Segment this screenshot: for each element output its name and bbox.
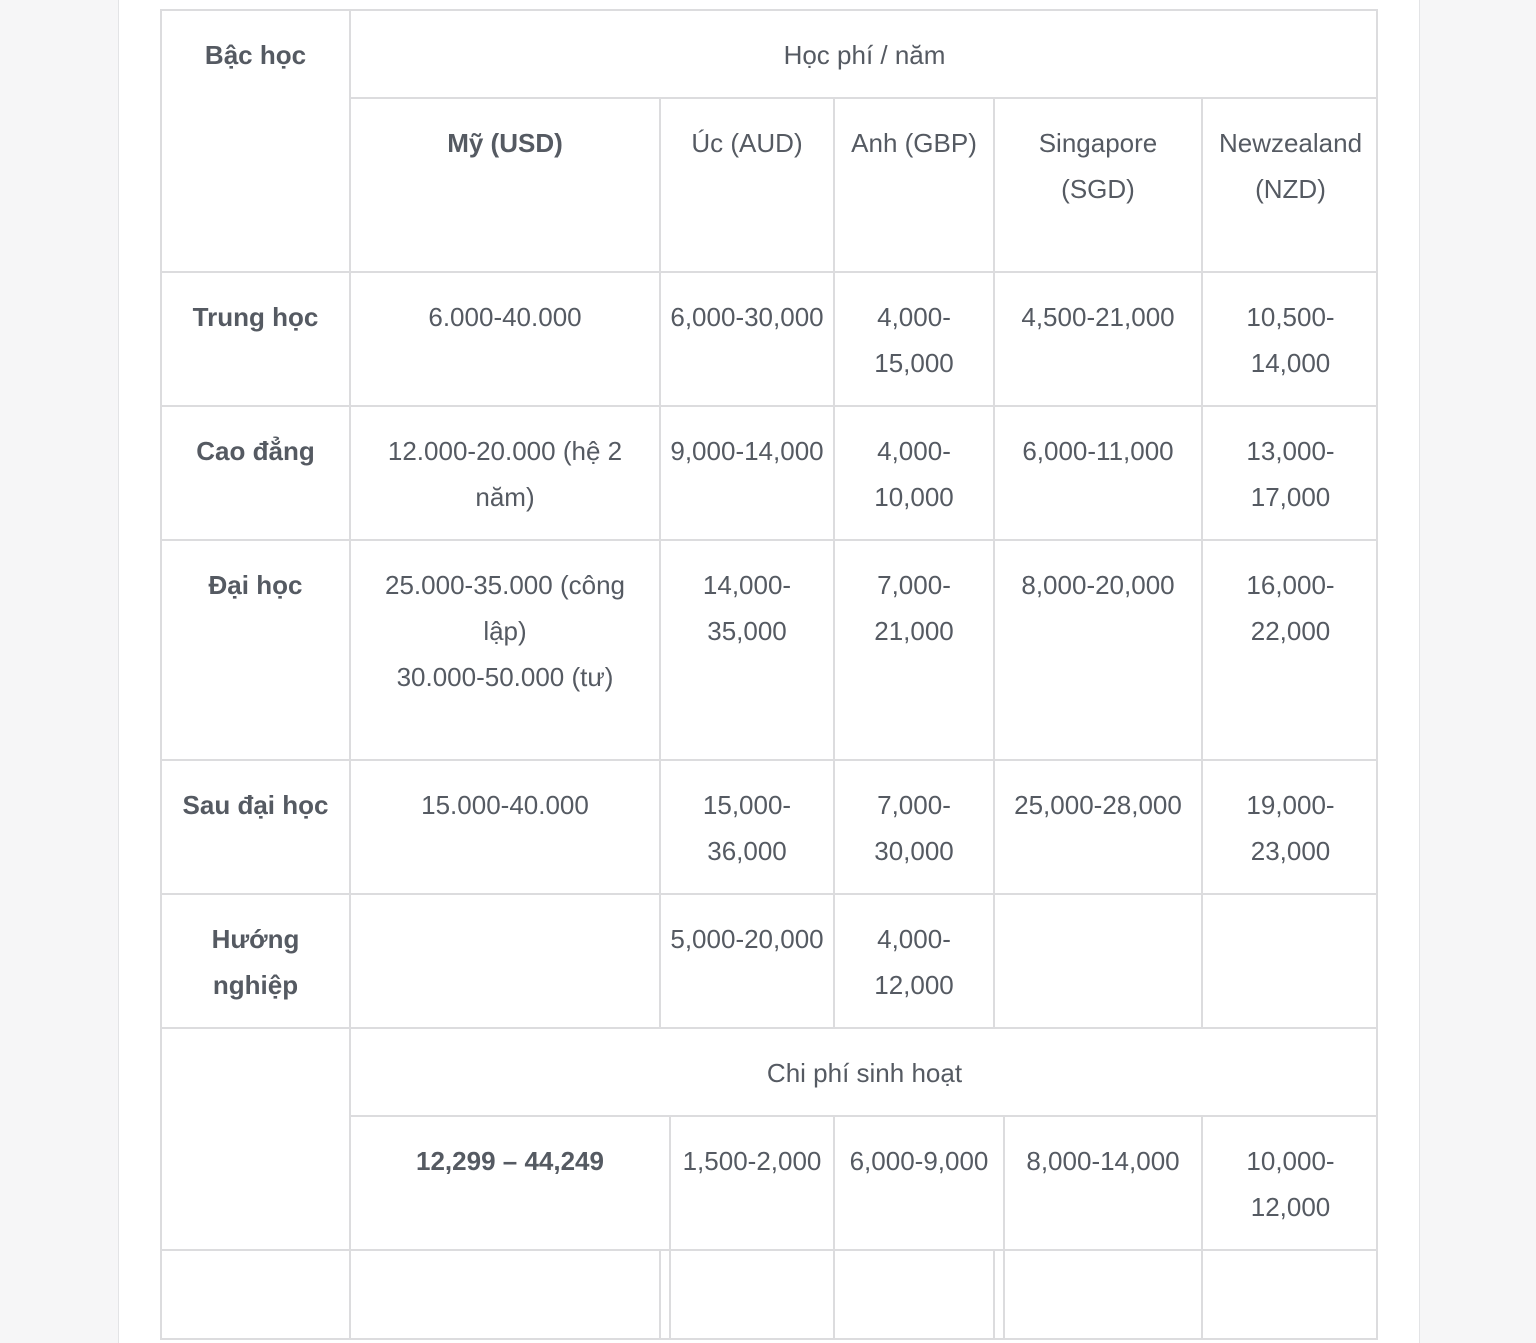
table-cell: 7,000-21,000 xyxy=(874,570,954,646)
grid-line xyxy=(162,893,1378,895)
table-cell: 15,000-36,000 xyxy=(702,790,792,866)
header-country-australia: Úc (AUD) xyxy=(691,128,803,158)
table-cell: 15.000-40.000 xyxy=(421,790,589,820)
row-level-label: Cao đẳng xyxy=(196,436,315,466)
table-cell: 5,000-20,000 xyxy=(670,924,824,954)
table-cell: 16,000-22,000 xyxy=(1246,570,1335,646)
living-cost-cell: 1,500-2,000 xyxy=(682,1146,822,1176)
table-cell: 7,000-30,000 xyxy=(874,790,954,866)
table-cell: 4,000-10,000 xyxy=(874,436,954,512)
table-cell xyxy=(995,895,1201,1029)
table-cell: 19,000-23,000 xyxy=(1246,790,1335,866)
living-cost-cell: 6,000-9,000 xyxy=(849,1146,989,1176)
table-cell: 25,000-28,000 xyxy=(1014,790,1182,820)
row-level-label: Trung học xyxy=(192,302,319,332)
grid-line xyxy=(162,759,1378,761)
grid-line xyxy=(1201,1115,1203,1340)
tuition-table xyxy=(160,9,1378,1340)
header-country-singapore: Singapore (SGD) xyxy=(1038,128,1158,204)
header-level: Bậc học xyxy=(204,40,307,70)
header-tuition: Học phí / năm xyxy=(783,40,946,70)
table-cell: 9,000-14,000 xyxy=(670,436,824,466)
grid-line xyxy=(659,1249,661,1340)
table-cell xyxy=(351,541,659,761)
table-cell: 4,500-21,000 xyxy=(1021,302,1175,332)
grid-line xyxy=(669,1115,671,1340)
row-level-label: Sau đại học xyxy=(182,790,329,820)
table-cell: 14,000-35,000 xyxy=(702,570,792,646)
row-level-label: Đại học xyxy=(208,570,303,600)
grid-line xyxy=(162,405,1378,407)
living-cost-cell: 10,000-12,000 xyxy=(1246,1146,1335,1222)
living-cost-cell: 12,299 – 44,249 xyxy=(416,1146,604,1176)
cell-line: 30.000-50.000 (tư) xyxy=(396,662,614,692)
table-cell: 4,000-12,000 xyxy=(874,924,954,1000)
table-cell xyxy=(1203,895,1378,1029)
table-cell: 6,000-30,000 xyxy=(670,302,824,332)
grid-line xyxy=(1201,97,1203,1029)
table-cell: 6.000-40.000 xyxy=(428,302,582,332)
cell-line: 25.000-35.000 (công lập) xyxy=(385,570,625,646)
grid-line xyxy=(162,1027,1378,1029)
table-cell: 6,000-11,000 xyxy=(1022,436,1174,466)
grid-line xyxy=(833,97,835,1029)
header-country-usa: Mỹ (USD) xyxy=(447,128,563,158)
table-cell: 13,000-17,000 xyxy=(1246,436,1335,512)
grid-line xyxy=(833,1115,835,1340)
grid-line xyxy=(349,11,351,1340)
grid-line xyxy=(993,97,995,1029)
grid-line xyxy=(1003,1115,1005,1340)
grid-line xyxy=(349,1115,1378,1117)
grid-line xyxy=(349,97,1378,99)
table-cell: 8,000-20,000 xyxy=(1021,570,1175,600)
row-level-label: Hướng nghiệp xyxy=(211,924,300,1000)
grid-line xyxy=(993,1249,995,1340)
table-cell: 4,000-15,000 xyxy=(874,302,954,378)
header-country-newzealand: Newzealand (NZD) xyxy=(1218,128,1363,204)
grid-line xyxy=(162,539,1378,541)
grid-line xyxy=(659,97,661,1029)
header-country-uk: Anh (GBP) xyxy=(851,128,977,158)
grid-line xyxy=(162,271,1378,273)
table-cell: 12.000-20.000 (hệ 2 năm) xyxy=(387,436,623,512)
table-cell xyxy=(351,895,659,1029)
table-cell: 10,500-14,000 xyxy=(1246,302,1335,378)
living-cost-cell: 8,000-14,000 xyxy=(1026,1146,1180,1176)
grid-line xyxy=(162,1249,1378,1251)
living-cost-title: Chi phí sinh hoạt xyxy=(766,1058,963,1088)
